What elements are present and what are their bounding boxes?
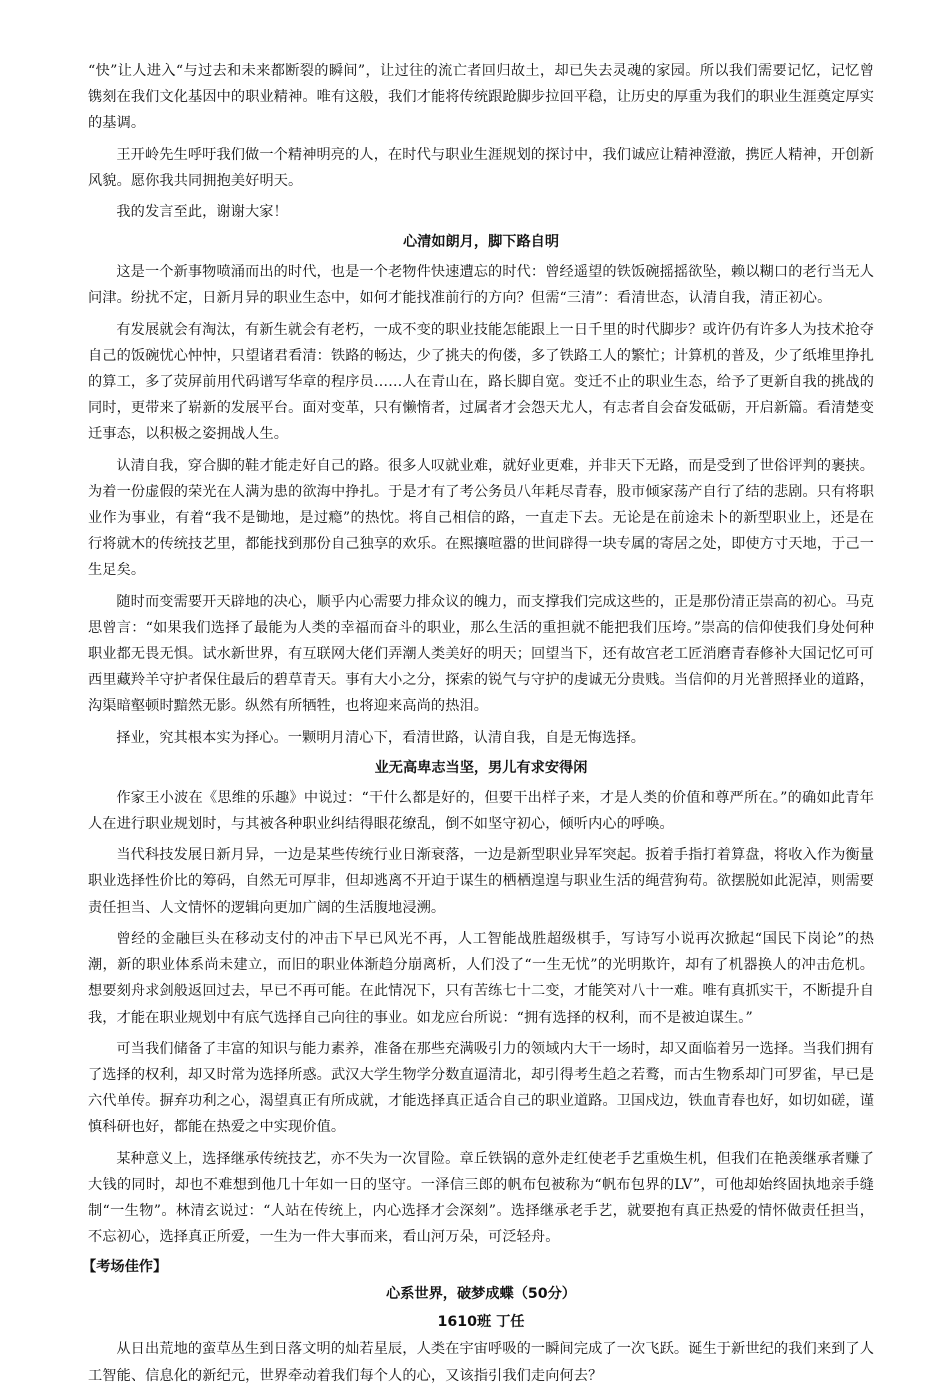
essay-paragraph: 这是一个新事物喷涌而出的时代，也是一个老物件快速遭忘的时代：曾经遥望的铁饭碗摇摇欲坠，赖以糊口的老行当无人问津。纷扰不定，日新月异的职业生态中，如何才能找准前行的方向？但需“三清”：看清世态，认清自我，清正初心。 — [88, 264, 874, 307]
opening-paragraph: 王开岭先生呼吁我们做一个精神明亮的人，在时代与职业生涯规划的探讨中，我们诚应让精神澄澈，携匠人精神，开创新风貌。愿你我共同拥抱美好明天。 — [88, 146, 874, 189]
essay-paragraph: 曾经的金融巨头在移动支付的冲击下早已风光不再，人工智能战胜超级棋手，写诗写小说再次掀起“国民下岗论”的热潮，新的职业体系尚未建立，而旧的职业体渐趋分崩离析，人们没了“一生无忧”的光明欺许，却有了机器换人的冲击危机。想要刻舟求剑般返回过去，早已不再可能。在此情况下，只有苦练七十二变，才能笑对八十一难。唯有真抓实干，不断提升自我，才能在职业规划中有底气选择自己向往的事业。如龙应台所说：“拥有选择的权利，而不是被迫谋生。” — [88, 930, 874, 1026]
essay-title: 心清如朗月，脚下路自明 — [402, 234, 560, 251]
essay-section-2 — [88, 756, 874, 1250]
essay-author: 1610班 丁任 — [437, 1314, 525, 1331]
essay-paragraph: 有发展就会有淘汰，有新生就会有老朽，一成不变的职业技能怎能跟上一日千里的时代脚步？或许仍有许多人为技术抢夺自己的饭碗忧心忡忡，只望诸君看清：铁路的畅达，少了挑夫的佝偻，多了铁路工人的繁忙；计算机的普及，少了纸堆里挣扎的算工，多了荧屏前用代码谱写华章的程序员……人在青山在，路长脚自宽。变迁不止的职业生态，给予了更新自我的挑战的同时，更带来了崭新的发展平台。面对变革，只有懒惰者，过属者才会怨天尤人，有志者自会奋发砥砺，开启新篇。看清楚变迁事态，以积极之姿拥战人生。 — [88, 321, 874, 443]
closing-remark: 我的发言至此，谢谢大家！ — [116, 204, 288, 221]
essay-section-1 — [88, 230, 874, 751]
essay-paragraph: 当代科技发展日新月异，一边是某些传统行业日渐衰落，一边是新型职业异军突起。扳着手指打着算盘，将收入作为衡量职业选择性价比的筹码，自然无可厚非，但却逃离不开迫于谋生的栖栖遑遑与职业生活的绳营狗苟。欲摆脱如此泥淖，则需要责任担当、人文情怀的逻辑向更加广阔的生活腹地浸溯。 — [88, 847, 874, 916]
document-page — [82, 58, 874, 1394]
essay-title: 业无高卑志当坚，男儿有求安得闲 — [374, 759, 588, 776]
essay-paragraph: 择业，究其根本实为择心。一颗明月清心下，看清世路，认清自我，自是无悔选择。 — [116, 729, 646, 746]
essay-paragraph: 作家王小波在《思维的乐趣》中说过：“干什么都是好的，但要干出样子来，才是人类的价值和尊严所在。”的确如此青年人在进行职业规划时，与其被各种职业纠结得眼花缭乱，倒不如坚守初心，倾听内心的呼唤。 — [88, 789, 874, 833]
essay-paragraph: 认清自我，穿合脚的鞋才能走好自己的路。很多人叹就业难，就好业更难，并非天下无路，而是受到了世俗评判的裹挟。为着一份虚假的荣光在人满为患的欲海中挣扎。于是才有了考公务员八年耗尽青春，股市倾家荡产自行了结的悲剧。只有将职业作为事业，有着“我不是锄地，是过瘾”的热忱。将自己相信的路，一直走下去。无论是在前途未卜的新型职业上，还是在行将就木的传统技艺里，都能找到那份自己独享的欢乐。在熙攘喧嚣的世间辟得一块专属的寄居之处，即使方寸天地，于己一生足矣。 — [88, 457, 874, 579]
essay-paragraph: 可当我们储备了丰富的知识与能力素养，准备在那些充满吸引力的领域内大干一场时，却又面临着另一选择。当我们拥有了选择的权利，却又时常为选择所惑。武汉大学生物学分数直逼清北，却引得考生趋之若鹜，而古生物系却门可罗雀，早已是六代单传。摒弃功利之心，渴望真正有所成就，才能选择真正适合自己的职业道路。卫国戍边，铁血青春也好，如切如磋，谨慎科研也好，都能在热爱之中实现价值。 — [88, 1040, 874, 1136]
essay-title: 心系世界，破梦成蝶（50分） — [386, 1286, 576, 1303]
essay-paragraph: 某种意义上，选择继承传统技艺，亦不失为一次冒险。章丘铁锅的意外走红使老手艺重焕生机，但我们在艳羡继承者赚了大钱的同时，却也不难想到他几十年如一日的坚守。一泽信三郎的帆布包被称为“帆布包界的LV”，可他却始终固执地亲手缝制“一生物”。林清玄说过：“人站在传统上，内心选择才会深刻”。选择继承老手艺，就要抱有真正热爱的情怀做责任担当，不忘初心，选择真正所爱，一生为一件大事而来，看山河万朵，可泛轻舟。 — [88, 1150, 874, 1246]
essay-section-3 — [88, 1282, 874, 1388]
opening-paragraph: “快”让人进入“与过去和未来都断裂的瞬间”，让过往的流亡者回归故土，却已失去灵魂的家园。所以我们需要记忆，记忆曾镌刻在我们文化基因中的职业精神。唯有这般，我们才能将传统跟跄脚步拉回平稳，让历史的厚重为我们的职业生涯奠定厚实的基调。 — [88, 63, 874, 132]
essay-paragraph: 随时而变需要开天辟地的决心，顺乎内心需要力排众议的魄力，而支撑我们完成这些的，正是那份清正崇高的初心。马克思曾言：“如果我们选择了最能为人类的幸福而奋斗的职业，那么生活的重担就不能把我们压垮。”崇高的信仰使我们身处何种职业都无畏无惧。试水新世界，有互联网大佬们弄潮人类美好的明天；回望当下，还有故宫老工匠消磨青春修补大国记忆可可西里藏羚羊守护者保住最后的碧草青天。事有大小之分，探索的锐气与守护的虔诚无分贵贱。当信仰的月光普照择业的道路，沟渠暗壑顿时黯然无影。纵然有所牺牲，也将迎来高尚的热泪。 — [88, 593, 874, 715]
essay-paragraph: 从日出荒地的蛮草丛生到日落文明的灿若星辰，人类在宇宙呼吸的一瞬间完成了一次飞跃。诞生于新世纪的我们来到了人工智能、信息化的新纪元，世界牵动着我们每个人的心，又该指引我们走向何去？ — [88, 1341, 874, 1384]
section-label: 【考场佳作】 — [82, 1259, 168, 1276]
opening-section — [88, 58, 874, 225]
